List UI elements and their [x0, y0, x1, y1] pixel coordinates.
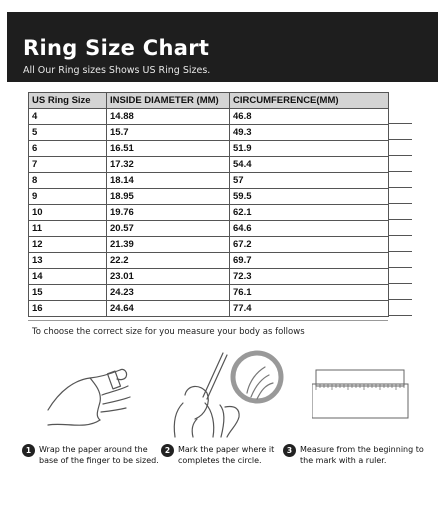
pen-mark-icon [165, 345, 290, 440]
table-row [29, 253, 389, 269]
cell-circumference: 46.8 [230, 109, 389, 125]
header-banner [7, 12, 438, 82]
cell-us-size: 13 [29, 253, 107, 269]
cell-us-size: 9 [29, 189, 107, 205]
table-row [29, 157, 389, 173]
hand-wrap-icon [40, 350, 140, 435]
table-row [29, 173, 389, 189]
cell-inside-diameter: 14.88 [107, 109, 230, 125]
cell-circumference: 72.3 [230, 269, 389, 285]
cell-circumference: 69.7 [230, 253, 389, 269]
cell-us-size: 10 [29, 205, 107, 221]
table-row [29, 109, 389, 125]
cell-circumference: 59.5 [230, 189, 389, 205]
cell-inside-diameter: 20.57 [107, 221, 230, 237]
cell-inside-diameter: 24.64 [107, 301, 230, 317]
table-row [29, 285, 389, 301]
table-row [29, 269, 389, 285]
page-subtitle: All Our Ring sizes Shows US Ring Sizes. [23, 65, 211, 76]
cell-circumference: 54.4 [230, 157, 389, 173]
ring-size-table [28, 92, 389, 317]
cell-us-size: 8 [29, 173, 107, 189]
cell-us-size: 4 [29, 109, 107, 125]
cell-inside-diameter: 21.39 [107, 237, 230, 253]
cell-circumference: 76.1 [230, 285, 389, 301]
instruction-text: To choose the correct size for you measure your body as follows [32, 327, 305, 337]
cell-circumference: 77.4 [230, 301, 389, 317]
cell-us-size: 15 [29, 285, 107, 301]
cell-inside-diameter: 18.14 [107, 173, 230, 189]
table-row [29, 301, 389, 317]
cell-inside-diameter: 19.76 [107, 205, 230, 221]
cell-inside-diameter: 17.32 [107, 157, 230, 173]
column-header-us-size: US Ring Size [29, 93, 107, 109]
step-number-1: 1 [22, 444, 35, 457]
page-title: Ring Size Chart [23, 36, 210, 60]
cell-circumference: 62.1 [230, 205, 389, 221]
table-row [29, 221, 389, 237]
cell-us-size: 7 [29, 157, 107, 173]
column-header-inside-diameter: INSIDE DIAMETER (MM) [107, 93, 230, 109]
cell-us-size: 14 [29, 269, 107, 285]
table-row [29, 189, 389, 205]
cell-inside-diameter: 15.7 [107, 125, 230, 141]
ruler-icon [312, 366, 412, 420]
size-table-container [28, 92, 389, 317]
cell-us-size: 11 [29, 221, 107, 237]
cell-circumference: 64.6 [230, 221, 389, 237]
step-text-2: Mark the paper where it completes the circle. [178, 445, 275, 465]
cell-circumference: 67.2 [230, 237, 389, 253]
cell-us-size: 12 [29, 237, 107, 253]
table-header-row [29, 93, 389, 109]
cell-inside-diameter: 23.01 [107, 269, 230, 285]
cell-circumference: 51.9 [230, 141, 389, 157]
step-text-3: Measure from the beginning to the mark with a ruler. [300, 445, 424, 465]
step-number-2: 2 [161, 444, 174, 457]
cell-us-size: 16 [29, 301, 107, 317]
cell-us-size: 6 [29, 141, 107, 157]
table-row [29, 205, 389, 221]
cell-inside-diameter: 24.23 [107, 285, 230, 301]
table-row [29, 141, 389, 157]
cell-us-size: 5 [29, 125, 107, 141]
step-number-3: 3 [283, 444, 296, 457]
table-edge-lines [388, 108, 412, 316]
cell-circumference: 49.3 [230, 125, 389, 141]
cell-inside-diameter: 16.51 [107, 141, 230, 157]
table-row [29, 237, 389, 253]
table-row [29, 125, 389, 141]
divider [28, 320, 388, 321]
column-header-circumference: CIRCUMFERENCE(MM) [230, 93, 389, 109]
cell-inside-diameter: 18.95 [107, 189, 230, 205]
cell-inside-diameter: 22.2 [107, 253, 230, 269]
cell-circumference: 57 [230, 173, 389, 189]
step-text-1: Wrap the paper around the base of the finger to be sized. [39, 445, 159, 465]
